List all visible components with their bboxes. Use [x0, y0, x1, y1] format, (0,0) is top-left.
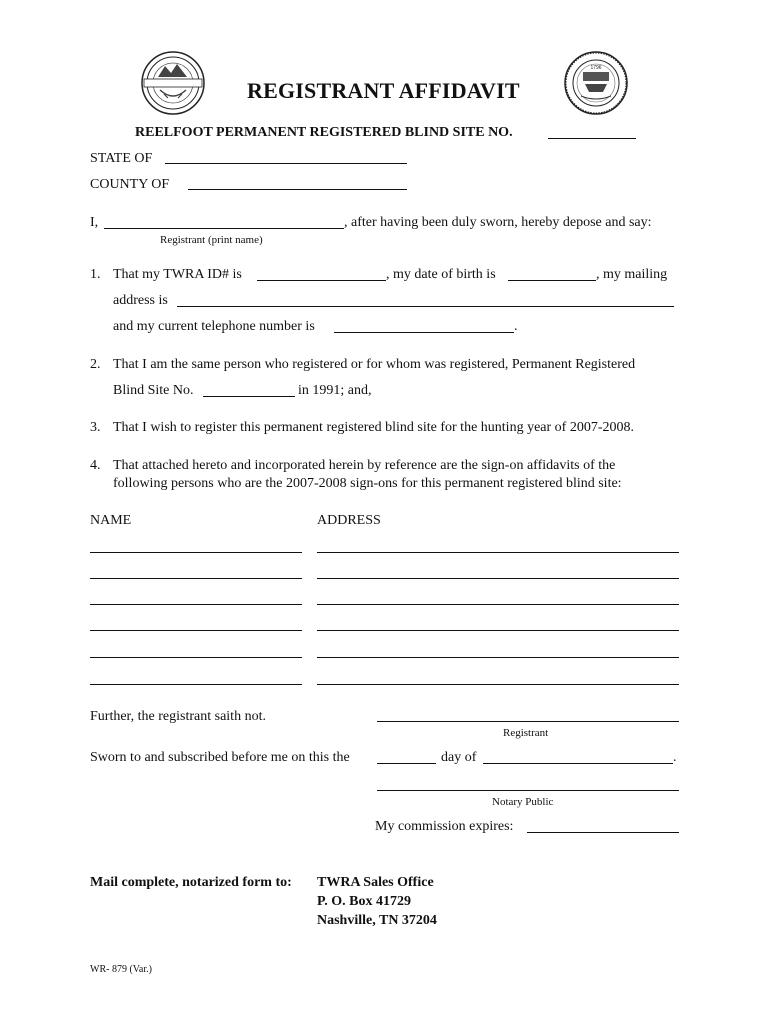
- registrant-signature-field[interactable]: [377, 721, 679, 722]
- item-3-number: 3.: [90, 420, 101, 435]
- sign-on-address-field[interactable]: [317, 604, 679, 605]
- sign-on-name-field[interactable]: [90, 630, 302, 631]
- sign-on-name-field[interactable]: [90, 604, 302, 605]
- sign-on-name-field[interactable]: [90, 552, 302, 553]
- sign-on-address-field[interactable]: [317, 657, 679, 658]
- sign-on-address-field[interactable]: [317, 630, 679, 631]
- item-1-text-b: , my date of birth is: [386, 267, 496, 282]
- sign-on-address-field[interactable]: [317, 684, 679, 685]
- address-label: address is: [113, 293, 168, 308]
- sign-on-address-field[interactable]: [317, 578, 679, 579]
- twra-seal-logo: [140, 50, 206, 116]
- commission-expires-field[interactable]: [527, 832, 679, 833]
- item-3-text: That I wish to register this permanent registered blind site for the hunting year of 2007-2008.: [113, 420, 634, 435]
- phone-end: .: [514, 319, 518, 334]
- state-field[interactable]: [165, 163, 407, 164]
- item-1-text-a: That my TWRA ID# is: [113, 267, 242, 282]
- county-field[interactable]: [188, 189, 407, 190]
- mail-address-line-3: Nashville, TN 37204: [317, 913, 437, 928]
- mail-instructions-label: Mail complete, notarized form to:: [90, 875, 292, 890]
- mail-address-line-1: TWRA Sales Office: [317, 875, 434, 890]
- date-of-birth-field[interactable]: [508, 280, 596, 281]
- item-4-line-1: That attached hereto and incorporated herein by reference are the sign-on affidavits of the: [113, 458, 616, 473]
- item-4-number: 4.: [90, 458, 101, 473]
- address-column-header: ADDRESS: [317, 513, 381, 528]
- blind-site-heading: REELFOOT PERMANENT REGISTERED BLIND SITE NO.: [135, 125, 513, 140]
- oath-prefix: I,: [90, 215, 99, 230]
- sign-on-name-field[interactable]: [90, 578, 302, 579]
- further-statement: Further, the registrant saith not.: [90, 709, 266, 724]
- telephone-field[interactable]: [334, 332, 514, 333]
- item-4-line-2: following persons who are the 2007-2008 sign-ons for this permanent registered blind site:: [113, 476, 622, 491]
- item-2-line-2-suffix: in 1991; and,: [298, 383, 372, 398]
- twra-id-field[interactable]: [257, 280, 386, 281]
- blind-site-no-1991-field[interactable]: [203, 396, 295, 397]
- sworn-day-field[interactable]: [377, 763, 436, 764]
- phone-label: and my current telephone number is: [113, 319, 315, 334]
- registrant-name-caption: Registrant (print name): [160, 234, 263, 246]
- blind-site-number-field[interactable]: [548, 138, 636, 139]
- sworn-statement: Sworn to and subscribed before me on this the: [90, 750, 350, 765]
- item-2-line-1: That I am the same person who registered or for whom was registered, Permanent Registered: [113, 357, 636, 372]
- sign-on-name-field[interactable]: [90, 684, 302, 685]
- item-2-number: 2.: [90, 357, 101, 372]
- mail-address-line-2: P. O. Box 41729: [317, 894, 411, 909]
- registrant-caption: Registrant: [503, 727, 549, 739]
- item-1-text-c: , my mailing: [596, 267, 668, 282]
- form-number: WR- 879 (Var.): [90, 964, 152, 975]
- sign-on-name-field[interactable]: [90, 657, 302, 658]
- day-of-label: day of: [441, 750, 477, 765]
- oath-suffix: , after having been duly sworn, hereby depose and say:: [344, 215, 652, 230]
- notary-signature-field[interactable]: [377, 790, 679, 791]
- sworn-month-year-field[interactable]: [483, 763, 673, 764]
- item-1-number: 1.: [90, 267, 101, 282]
- item-2-line-2-prefix: Blind Site No.: [113, 383, 194, 398]
- page-title: REGISTRANT AFFIDAVIT: [247, 78, 520, 103]
- notary-caption: Notary Public: [492, 796, 554, 808]
- state-label: STATE OF: [90, 151, 153, 166]
- tennessee-state-seal-logo: [563, 50, 629, 116]
- commission-label: My commission expires:: [375, 819, 514, 834]
- sign-on-address-field[interactable]: [317, 552, 679, 553]
- svg-text:1796: 1796: [590, 65, 602, 71]
- county-label: COUNTY OF: [90, 177, 170, 192]
- mailing-address-field[interactable]: [177, 306, 674, 307]
- registrant-name-field[interactable]: [104, 228, 344, 229]
- name-column-header: NAME: [90, 513, 132, 528]
- sworn-end: .: [673, 750, 677, 765]
